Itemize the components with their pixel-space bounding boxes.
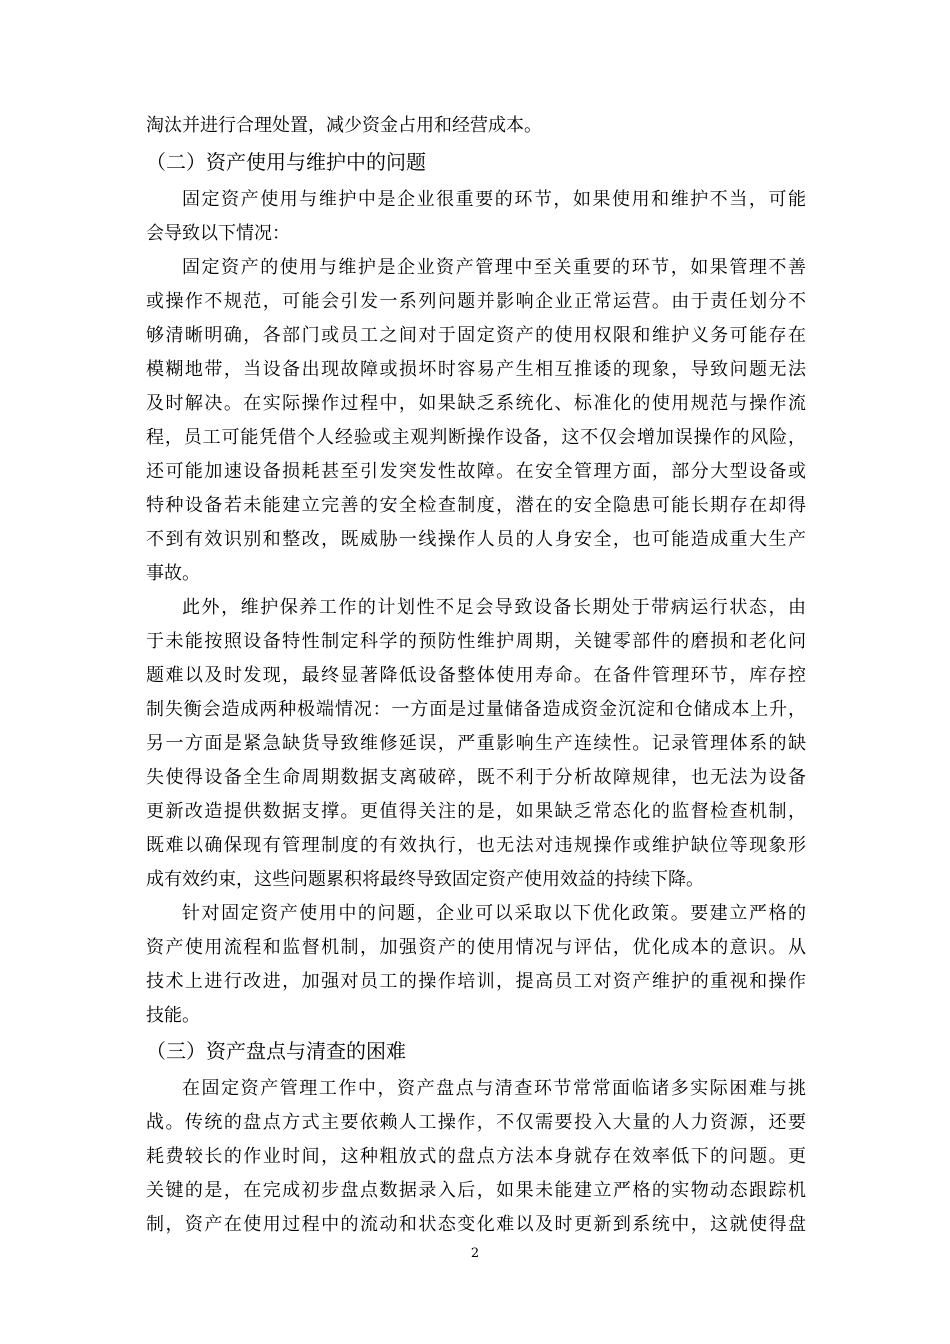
paragraph-line: 事故。 xyxy=(146,563,200,584)
paragraph-line: 够清晰明确，各部门或员工之间对于固定资产的使用权限和维护义务可能存在 xyxy=(146,325,806,346)
paragraph-line: 或操作不规范，可能会引发一系列问题并影响企业正常运营。由于责任划分不 xyxy=(146,291,806,312)
paragraph-line: 资产使用流程和监督机制，加强资产的使用情况与评估，优化成本的意识。从 xyxy=(146,937,806,958)
section-heading: （二）资产使用与维护中的问题 xyxy=(146,150,426,174)
paragraph-line: 此外，维护保养工作的计划性不足会导致设备长期处于带病运行状态，由 xyxy=(182,597,806,618)
paragraph-line: 固定资产的使用与维护是企业资产管理中至关重要的环节，如果管理不善 xyxy=(182,257,806,278)
paragraph-line: 淘汰并进行合理处置，减少资金占用和经营成本。 xyxy=(146,115,542,136)
paragraph-line: 针对固定资产使用中的问题，企业可以采取以下优化政策。要建立严格的 xyxy=(182,903,806,924)
paragraph-line: 技术上进行改进，加强对员工的操作培训，提高员工对资产维护的重视和操作 xyxy=(146,971,806,992)
paragraph-line: 既难以确保现有管理制度的有效执行，也无法对违规操作或维护缺位等现象形 xyxy=(146,835,806,856)
paragraph-line: 在固定资产管理工作中，资产盘点与清查环节常常面临诸多实际困难与挑 xyxy=(182,1078,806,1099)
section-heading: （三）资产盘点与清查的困难 xyxy=(146,1039,406,1063)
paragraph-line: 模糊地带，当设备出现故障或损坏时容易产生相互推诿的现象，导致问题无法 xyxy=(146,359,806,380)
paragraph-line: 制，资产在使用过程中的流动和状态变化难以及时更新到系统中，这就使得盘 xyxy=(146,1214,806,1235)
paragraph-line: 不到有效识别和整改，既威胁一线操作人员的人身安全，也可能造成重大生产 xyxy=(146,529,806,550)
paragraph-line: 技能。 xyxy=(146,1005,200,1026)
paragraph-line: 成有效约束，这些问题累积将最终导致固定资产使用效益的持续下降。 xyxy=(146,869,704,890)
paragraph-line: 还可能加速设备损耗甚至引发突发性故障。在安全管理方面，部分大型设备或 xyxy=(146,461,806,482)
paragraph-line: 固定资产使用与维护中是企业很重要的环节，如果使用和维护不当，可能 xyxy=(182,189,806,210)
paragraph-line: 程，员工可能凭借个人经验或主观判断操作设备，这不仅会增加误操作的风险， xyxy=(146,427,806,448)
paragraph-line: 关键的是，在完成初步盘点数据录入后，如果未能建立严格的实物动态跟踪机 xyxy=(146,1180,806,1201)
paragraph-line: 失使得设备全生命周期数据支离破碎，既不利于分析故障规律，也无法为设备 xyxy=(146,767,806,788)
paragraph-line: 于未能按照设备特性制定科学的预防性维护周期，关键零部件的磨损和老化问 xyxy=(146,631,806,652)
paragraph-line: 特种设备若未能建立完善的安全检查制度，潜在的安全隐患可能长期存在却得 xyxy=(146,495,806,516)
paragraph-line: 制失衡会造成两种极端情况：一方面是过量储备造成资金沉淀和仓储成本上升， xyxy=(146,699,806,720)
paragraph-line: 题难以及时发现，最终显著降低设备整体使用寿命。在备件管理环节，库存控 xyxy=(146,665,806,686)
paragraph-line: 另一方面是紧急缺货导致维修延误，严重影响生产连续性。记录管理体系的缺 xyxy=(146,733,806,754)
paragraph-line: 及时解决。在实际操作过程中，如果缺乏系统化、标准化的使用规范与操作流 xyxy=(146,393,806,414)
page-number: 2 xyxy=(470,1246,480,1261)
paragraph-line: 更新改造提供数据支撑。更值得关注的是，如果缺乏常态化的监督检查机制， xyxy=(146,801,806,822)
paragraph-line: 会导致以下情况： xyxy=(146,223,290,244)
paragraph-line: 耗费较长的作业时间，这种粗放式的盘点方法本身就存在效率低下的问题。更 xyxy=(146,1146,806,1167)
paragraph-line: 战。传统的盘点方式主要依赖人工操作，不仅需要投入大量的人力资源，还要 xyxy=(146,1112,806,1133)
